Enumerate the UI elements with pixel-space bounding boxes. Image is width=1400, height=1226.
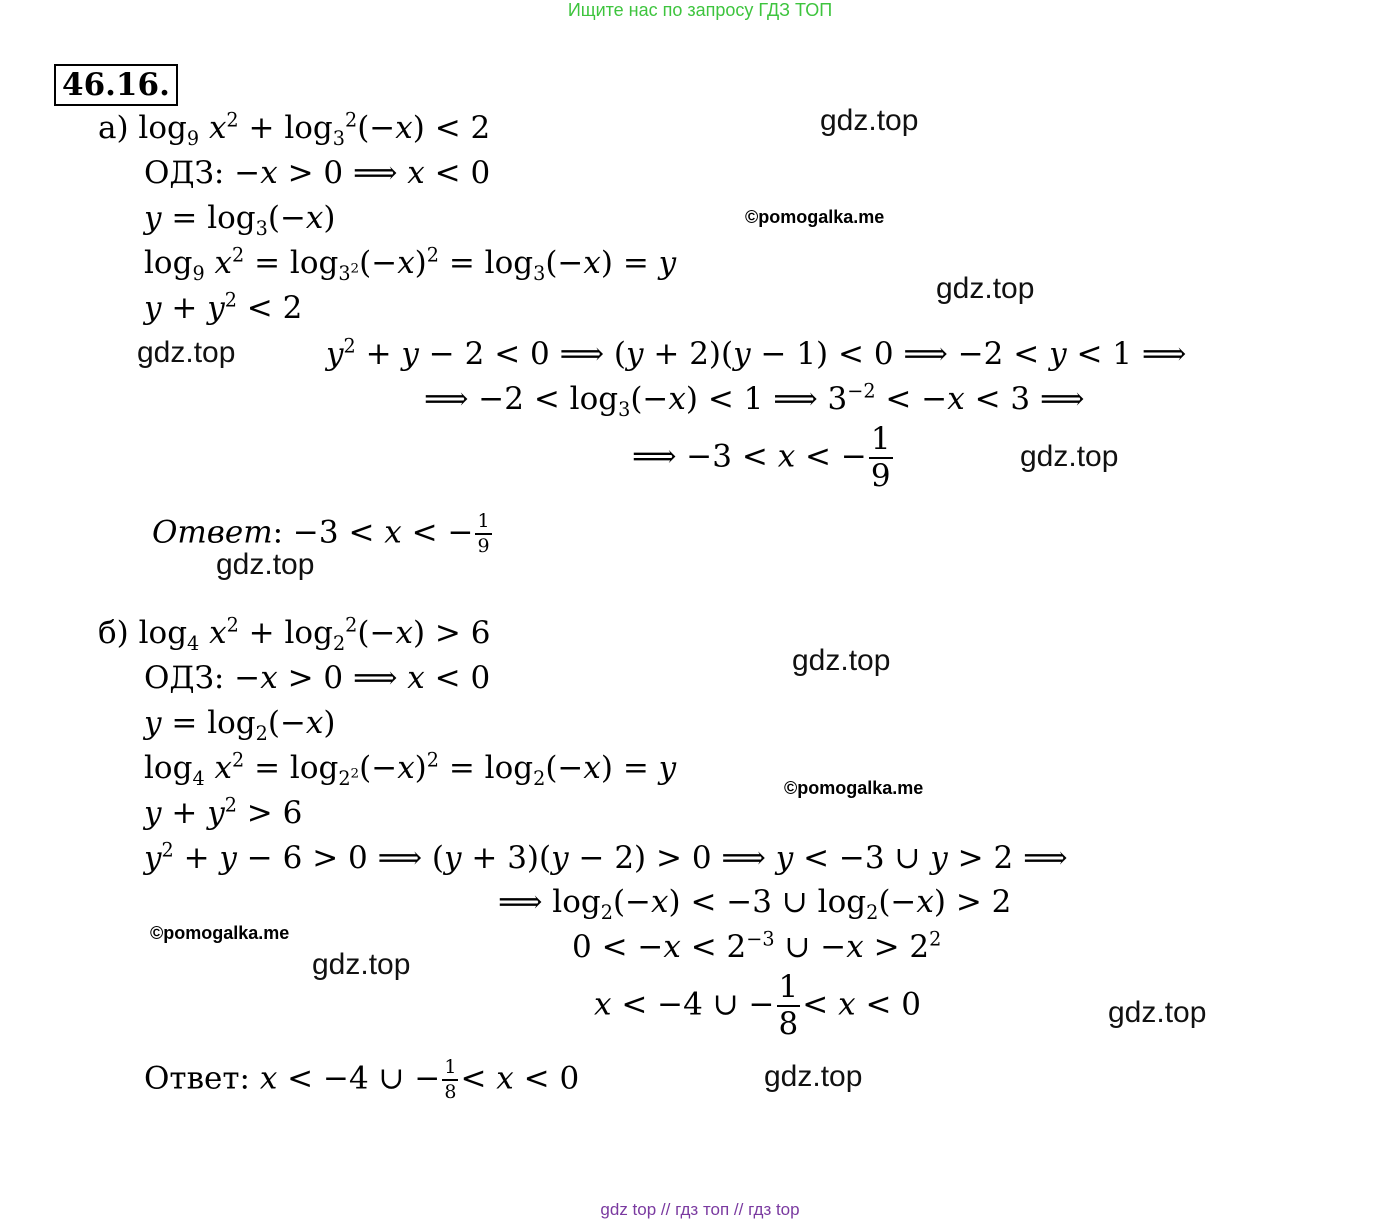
part-a-inequality: $y + y^2 < 2$ bbox=[144, 288, 303, 326]
watermark-gdz: gdz.top bbox=[216, 548, 315, 581]
watermark-gdz: gdz.top bbox=[764, 1060, 863, 1093]
part-a-odz-label: ОДЗ: bbox=[144, 155, 225, 191]
part-b-inequality: $y + y^2 > 6$ bbox=[144, 793, 303, 831]
part-a-answer-label: Ответ bbox=[152, 514, 273, 551]
part-b-transform: $\log_4 x^2 = \log_{2^2}(-x)^2 = \log_2(-x) = y$ bbox=[144, 748, 677, 791]
part-a-label: а) bbox=[98, 110, 129, 146]
part-a-solve-1: $y^2 + y - 2 < 0$ ⟹ (y + 2)(y − 1) < 0 ⟹ −2 < y < 1 ⟹ bbox=[326, 334, 1187, 372]
part-a-substitution: $y = \log_3(-x)$ bbox=[144, 200, 336, 241]
watermark-pomogalka: ©pomogalka.me bbox=[150, 923, 290, 943]
part-b-condition: б) $\log_4 x^2 + \log_2^2(-x) > 6$ bbox=[98, 613, 491, 656]
watermark-gdz: gdz.top bbox=[137, 336, 236, 369]
part-b-odz: ОДЗ: −x > 0 ⟹ x < 0 bbox=[144, 660, 491, 696]
part-a-transform: $\log_9 x^2 = \log_{3^2}(-x)^2 = \log_3(-x) = y$ bbox=[144, 243, 677, 286]
part-a-odz: ОДЗ: −x > 0 ⟹ x < 0 bbox=[144, 155, 491, 191]
part-a-solve-2: ⟹ $-2 < \log_3(-x) < 1$ ⟹ $3^{-2} < -x < 3$ ⟹ bbox=[424, 379, 1085, 422]
part-b-label: б) bbox=[98, 615, 129, 651]
part-b-odz-label: ОДЗ: bbox=[144, 660, 225, 696]
part-b-answer: Ответ: x < −4 ∪ − $\frac{1}{8}$ < x < 0 bbox=[144, 1056, 580, 1103]
part-a-answer: Ответ: −3 < x < − $\frac{1}{9}$ bbox=[152, 510, 490, 557]
watermark-pomogalka: ©pomogalka.me bbox=[745, 207, 885, 227]
part-b-substitution: $y = \log_2(-x)$ bbox=[144, 705, 336, 746]
part-b-answer-label: Ответ: bbox=[144, 1060, 250, 1097]
watermark-pomogalka: ©pomogalka.me bbox=[784, 778, 924, 798]
watermark-gdz: gdz.top bbox=[1108, 996, 1207, 1029]
top-banner: Ищите нас по запросу ГДЗ ТОП bbox=[567, 0, 833, 20]
part-a-condition: а) $\log_9 x^2 + \log_3^2(-x) < 2$ bbox=[98, 108, 491, 151]
problem-number: 46.16. bbox=[54, 64, 178, 106]
part-b-solve-2: ⟹ $\log_2(-x) < -3$ ∪ $\log_2(-x) > 2$ bbox=[498, 884, 1012, 925]
part-b-solve-3: $0 < -x < 2^{-3}$ ∪ $-x > 2^2$ bbox=[572, 927, 942, 965]
footer-links: gdz top // гдз топ // гдз top bbox=[600, 1200, 800, 1219]
watermark-gdz: gdz.top bbox=[820, 104, 919, 137]
part-a-solve-3: ⟹ −3 < x < − $\frac{1}{9}$ bbox=[632, 421, 891, 494]
part-b-solve-4: x < −4 ∪ − $\frac{1}{8}$ < x < 0 bbox=[594, 969, 921, 1042]
part-b-solve-1: $y^2 + y - 6 > 0$ ⟹ (y + 3)(y − 2) > 0 ⟹ y < −3 ∪ y > 2 ⟹ bbox=[144, 838, 1068, 876]
watermark-gdz: gdz.top bbox=[312, 948, 411, 981]
watermark-gdz: gdz.top bbox=[936, 272, 1035, 305]
watermark-gdz: gdz.top bbox=[1020, 440, 1119, 473]
watermark-gdz: gdz.top bbox=[792, 644, 891, 677]
